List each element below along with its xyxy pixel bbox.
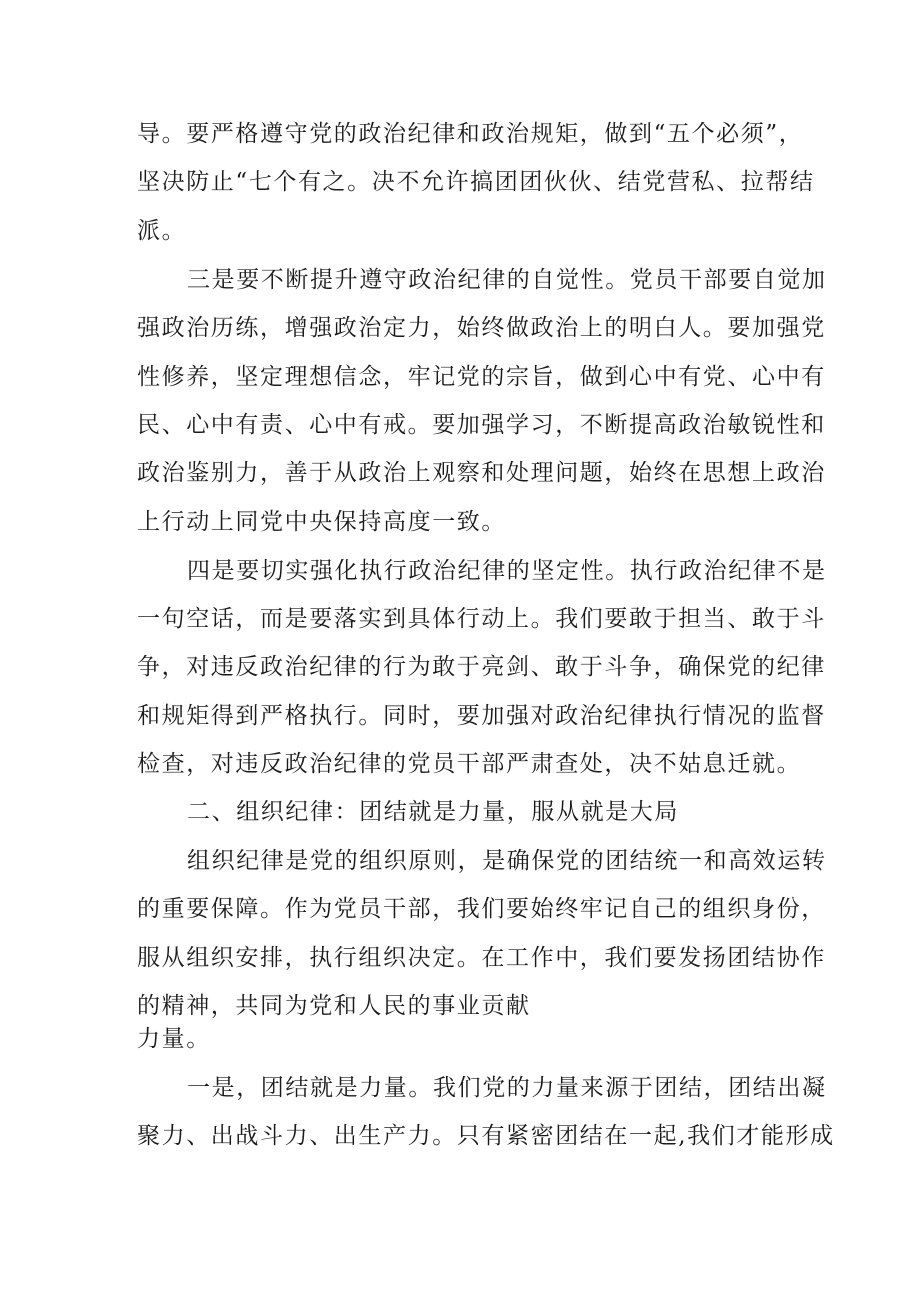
- text-line: 和规矩得到严格执行。同时，要加强对政治纪律执行情况的监督: [137, 703, 826, 729]
- text-line: 导。要严格遵守党的政治纪律和政治规矩，做到“五个必须”，: [137, 121, 804, 147]
- text-line: 争，对违反政治纪律的行为敢于亮剑、敢于斗争，确保党的纪律: [137, 654, 826, 680]
- text-line: 力量。: [137, 1026, 211, 1052]
- paragraph-start-line: 组织纪律是党的组织原则，是确保党的团结统一和高效运转: [187, 848, 827, 874]
- text-line: 派。: [137, 218, 187, 244]
- text-line: 上行动上同党中央保持高度一致。: [137, 509, 506, 535]
- paragraph-start-line: 四是要切实强化执行政治纪律的坚定性。执行政治纪律不是: [187, 558, 827, 584]
- text-line: 的重要保障。作为党员干部，我们要始终牢记自己的组织身份，: [137, 896, 826, 922]
- text-line: 坚决防止“七个有之。决不允许搞团团伙伙、结党营私、拉帮结: [137, 169, 815, 195]
- text-line: 强政治历练，增强政治定力，始终做政治上的明白人。要加强党: [137, 315, 826, 341]
- text-line: 的精神，共同为党和人民的事业贡献: [137, 993, 531, 1019]
- text-line: 一句空话，而是要落实到具体行动上。我们要敢于担当、敢于斗: [137, 606, 826, 632]
- text-line: 服从组织安排，执行组织决定。在工作中，我们要发扬团结协作: [137, 945, 826, 971]
- paragraph-start-line: 三是要不断提升遵守政治纪律的自觉性。党员干部要自觉加: [187, 267, 827, 293]
- paragraph-start-line: 一是，团结就是力量。我们党的力量来源于团结，团结出凝: [187, 1075, 827, 1101]
- text-line: 民、心中有责、心中有戒。要加强学习，不断提高政治敏锐性和: [137, 412, 826, 438]
- section-heading: 二、组织纪律：团结就是力量，服从就是大局: [187, 799, 679, 825]
- text-line: 性修养，坚定理想信念，牢记党的宗旨，做到心中有党、心中有: [137, 364, 826, 390]
- text-line: 政治鉴别力，善于从政治上观察和处理问题，始终在思想上政治: [137, 460, 826, 486]
- text-line: 检查，对违反政治纪律的党员干部严肃查处，决不姑息迁就。: [137, 751, 802, 777]
- text-line: 聚力、出战斗力、出生产力。只有紧密团结在一起,我们才能形成: [137, 1123, 835, 1149]
